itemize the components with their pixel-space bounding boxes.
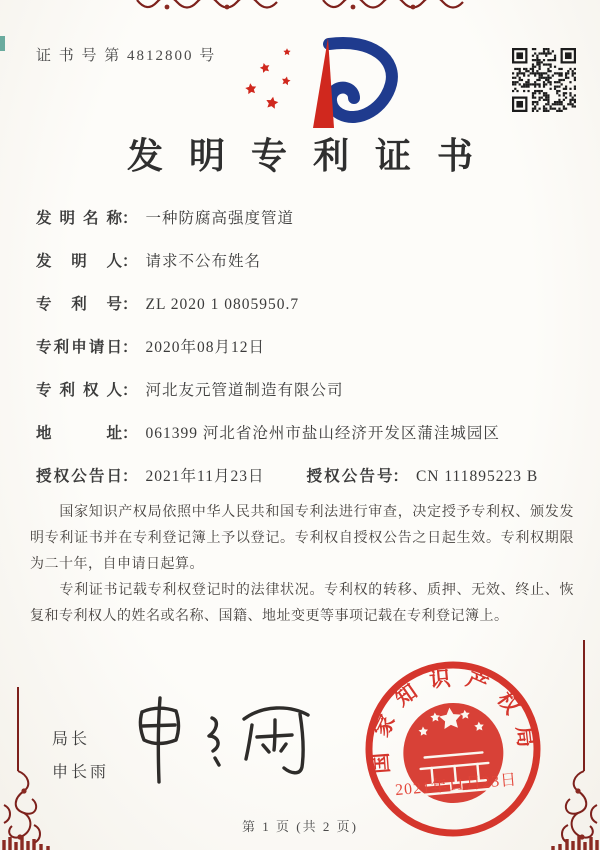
field-label: 发明人 [36,253,122,270]
page-number: 第 1 页 (共 2 页) [242,819,358,834]
legal-paragraph-2: 专利证书记载专利权登记时的法律状况。专利权的转移、质押、无效、终止、恢复和专利权人的姓名或名称、国籍、地址变更等事项记载在专利登记簿上。 [30,583,574,625]
colon: ： [122,296,138,313]
grant-number-pair [306,464,538,486]
field-value: 2020年08月12日 [145,339,266,356]
field-value: CN 111895223 B [415,468,539,485]
field-label: 发明名称 [36,210,122,227]
field-label: 专利申请日 [36,339,122,356]
signature-block [52,726,109,792]
handwritten-signature-icon [118,692,330,790]
field-row-patent-number [36,292,576,314]
field-label: 专利权人 [36,382,122,399]
seal-org-text: 国家知识产权局 [367,665,540,775]
qr-code-icon [512,48,576,112]
field-row-address [36,421,576,443]
colon: ： [122,339,138,356]
field-row-patentee [36,378,576,400]
director-name: 申长雨 [52,764,110,781]
certificate-title: 发明专利证书 [126,136,499,176]
field-row-filing-date [36,335,576,357]
field-list [36,206,576,507]
colon: ： [392,468,408,485]
field-value: 一种防腐高强度管道 [145,210,295,227]
field-value: 061399 河北省沧州市盐山经济开发区蒲洼城园区 [145,425,500,442]
field-value: 河北友元管道制造有限公司 [145,382,344,399]
colon: ： [122,210,138,227]
colon: ： [122,253,138,270]
director-title: 局长 [52,731,91,748]
legal-text [30,500,574,630]
certificate-number: 证 书 号 第 4812800 号 [36,48,217,64]
field-row-inventor [36,249,576,271]
seal-date-text: 2021年11月23日 [394,771,518,800]
photo-artifact [0,36,5,51]
colon: ： [122,382,138,399]
field-label: 授权公告号 [306,468,393,485]
field-value: ZL 2020 1 0805950.7 [145,296,300,313]
colon: ： [122,425,138,442]
top-border-ornament-icon [135,0,465,16]
field-value: 2021年11月23日 [145,468,265,485]
cnipa-logo-icon [225,34,415,134]
field-label: 专利号 [36,296,122,313]
field-label: 授权公告日 [36,468,122,485]
legal-paragraph-1: 国家知识产权局依照中华人民共和国专利法进行审查，决定授予专利权、颁发发明专利证书并在专利登记簿上予以登记。专利权自授权公告之日起生效。专利权期限为二十年，自申请日起算。 [30,505,574,573]
field-row-grant [36,464,576,486]
colon: ： [122,468,138,485]
field-label: 地址 [36,425,122,442]
field-value: 请求不公布姓名 [145,253,262,270]
field-row-invention-name [36,206,576,228]
